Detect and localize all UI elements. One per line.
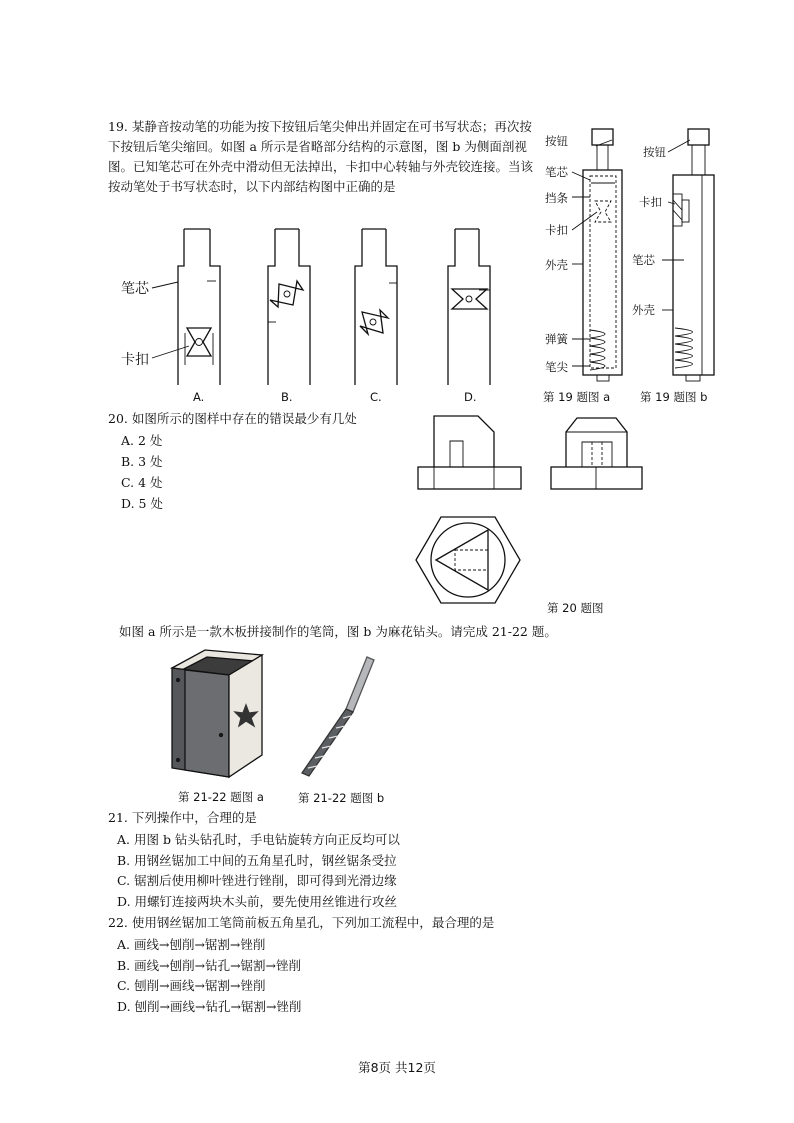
fig20-caption: 第 20 题图 [547, 601, 604, 615]
question-22-text: 22. 使用钢丝锯加工笔筒前板五角星孔，下列加工流程中，最合理的是 [108, 915, 495, 930]
fig19a-label-tip: 笔尖 [545, 360, 568, 374]
q22-option-a: A. 画线→刨削→锯割→锉削 [117, 937, 266, 952]
fig19a-label-clip: 卡扣 [545, 223, 568, 237]
q21-option-a: A. 用图 b 钻头钻孔时，手电钻旋转方向正反均可以 [117, 832, 400, 847]
q20-option-a: A. 2 处 [121, 433, 163, 448]
fig19a-label-spring: 弹簧 [545, 332, 568, 346]
question-19-text: 19. 某静音按动笔的功能为按下按钮后笔尖伸出并固定在可书写状态；再次按下按钮后笔尖缩回。如图 a 所示是省略部分结构的示意图，图 b 为侧面剖视图。已知笔芯可在外壳中滑动但无法掉出，卡扣中心转轴与外壳铰连接。当该按动笔处于书写状态时，以下内部结构图中正确的是 [108, 119, 534, 194]
fig19b-label-clip: 卡扣 [639, 195, 662, 209]
fig21-22b-caption: 第 21-22 题图 b [298, 791, 385, 805]
fig19a-caption: 第 19 题图 a [543, 390, 611, 404]
option-a-label: A. [193, 390, 205, 404]
label-clip: 卡扣 [121, 352, 149, 368]
q21-option-b: B. 用钢丝锯加工中间的五角星孔时，钢丝锯条受拉 [117, 853, 397, 868]
page-footer: 第8页 共12页 [358, 1060, 436, 1075]
fig19a-label-button: 按钮 [545, 134, 568, 148]
q21-option-c: C. 锯割后使用柳叶锉进行锉削，即可得到光滑边缘 [117, 873, 397, 888]
question-20-text: 20. 如图所示的图样中存在的错误最少有几处 [108, 411, 357, 426]
fig19a-label-core: 笔芯 [545, 165, 568, 179]
label-core: 笔芯 [121, 281, 149, 297]
q20-option-b: B. 3 处 [121, 454, 163, 469]
option-b-label: B. [281, 390, 293, 404]
fig19a-label-shell: 外壳 [545, 258, 568, 272]
q22-option-c: C. 刨削→画线→锯割→锉削 [117, 978, 266, 993]
fig19b-label-shell: 外壳 [632, 303, 655, 317]
q20-option-d: D. 5 处 [121, 496, 163, 511]
q20-option-c: C. 4 处 [121, 475, 163, 490]
q21-option-d: D. 用螺钉连接两块木头前，要先使用丝锥进行攻丝 [117, 894, 398, 909]
question-21-text: 21. 下列操作中，合理的是 [108, 810, 257, 825]
q22-option-d: D. 刨削→画线→钻孔→锯割→锉削 [117, 999, 302, 1014]
fig19a-label-stop-bar: 挡条 [545, 191, 568, 205]
fig21-twist-drill [302, 657, 374, 776]
fig21-22a-caption: 第 21-22 题图 a [178, 790, 264, 804]
fig21-pen-holder [172, 650, 262, 777]
option-d-label: D. [464, 390, 477, 404]
option-c-label: C. [370, 390, 382, 404]
fig19b-caption: 第 19 题图 b [640, 390, 708, 404]
intro-21-22-text: 如图 a 所示是一款木板拼接制作的笔筒，图 b 为麻花钻头。请完成 21-22 题。 [119, 624, 557, 639]
q22-option-b: B. 画线→刨削→钻孔→锯割→锉削 [117, 958, 302, 973]
fig19b-label-button: 按钮 [643, 145, 666, 159]
fig19b-label-core: 笔芯 [632, 253, 655, 267]
